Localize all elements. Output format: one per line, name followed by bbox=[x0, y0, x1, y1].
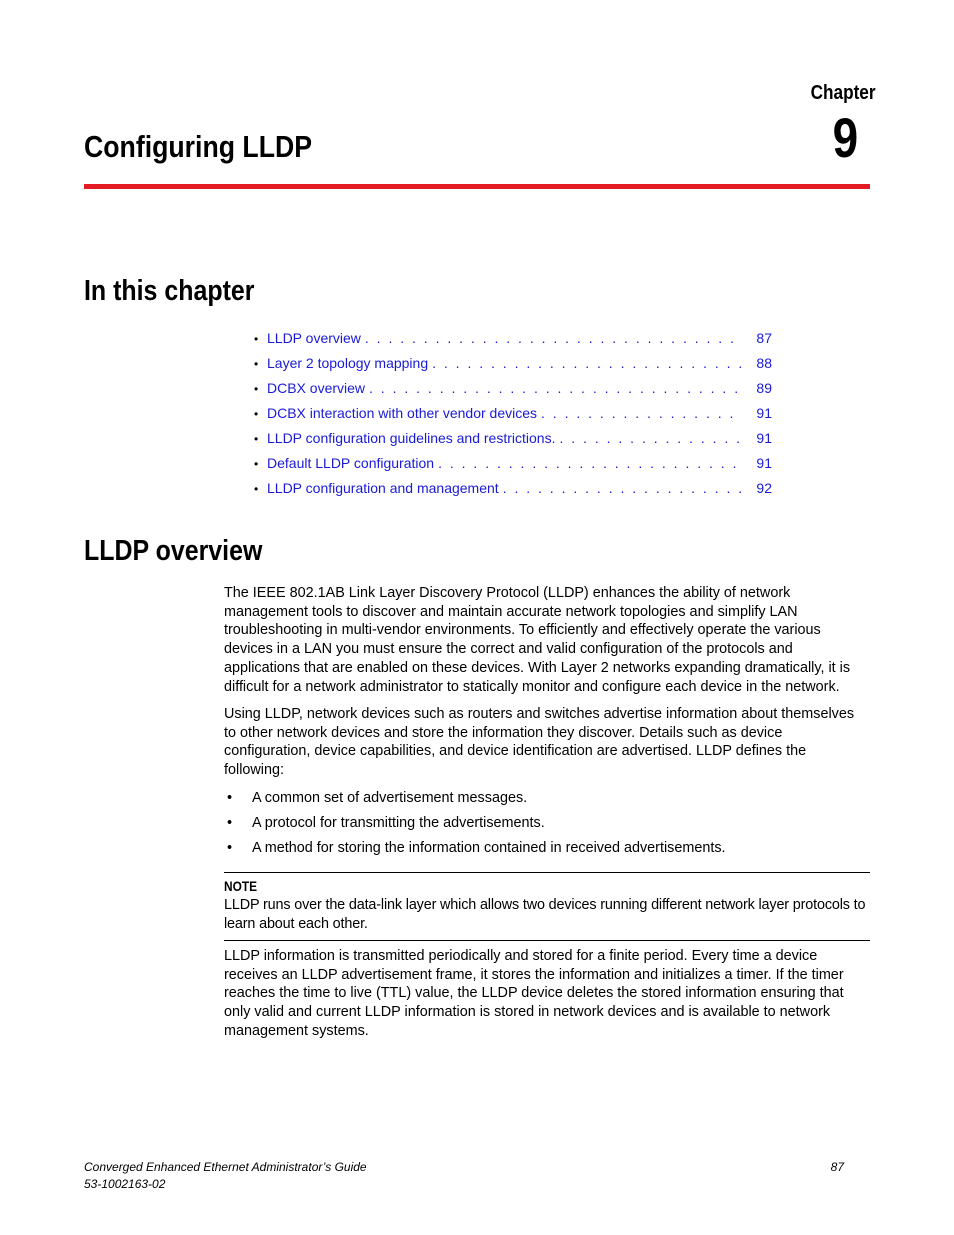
toc-leader bbox=[541, 405, 742, 421]
bullet-icon: • bbox=[254, 432, 259, 446]
bullet-icon: • bbox=[254, 332, 259, 346]
list-item bbox=[224, 813, 870, 838]
list-item-text: A method for storing the information contained in received advertisements. bbox=[252, 840, 726, 856]
toc-item-page[interactable]: 89 bbox=[756, 380, 772, 396]
bullet-icon: • bbox=[227, 840, 233, 856]
bullet-icon: • bbox=[254, 457, 259, 471]
chapter-title: Configuring LLDP bbox=[84, 129, 313, 164]
toc-item-label[interactable]: LLDP configuration and management bbox=[267, 480, 499, 496]
note-text: LLDP runs over the data-link layer which allows two devices running different network layer protocols to learn about each other. bbox=[224, 897, 866, 932]
list-item-text: A protocol for transmitting the advertisements. bbox=[252, 815, 545, 831]
note-box bbox=[224, 872, 870, 941]
bullet-icon: • bbox=[254, 482, 259, 496]
body-paragraph: Using LLDP, network devices such as routers and switches advertise information about themselves to other network devices and store the information they discover. Details such as device configuration, device capabilities, and device identification are advertised. LLDP defines the following: bbox=[224, 706, 855, 779]
bullet-icon: • bbox=[254, 357, 259, 371]
toc-item-label[interactable]: LLDP configuration guidelines and restrictions. bbox=[267, 430, 556, 446]
toc-leader bbox=[432, 355, 742, 371]
toc-item[interactable] bbox=[254, 355, 772, 380]
chapter-number: 9 bbox=[832, 106, 858, 169]
bullet-icon: • bbox=[254, 407, 259, 421]
toc-item[interactable] bbox=[254, 330, 772, 355]
toc-item-label[interactable]: DCBX overview bbox=[267, 380, 366, 396]
toc-item-label[interactable]: Default LLDP configuration bbox=[267, 455, 435, 471]
toc-item-page[interactable]: 91 bbox=[756, 455, 772, 471]
toc-item-page[interactable]: 88 bbox=[756, 355, 772, 371]
toc-leader bbox=[559, 430, 742, 446]
note-label: NOTE bbox=[224, 878, 258, 894]
toc-item-page[interactable]: 91 bbox=[756, 405, 772, 421]
toc-item-label[interactable]: DCBX interaction with other vendor devices bbox=[267, 405, 538, 421]
toc-item[interactable] bbox=[254, 430, 772, 455]
page-footer bbox=[84, 1159, 844, 1193]
body-paragraph: The IEEE 802.1AB Link Layer Discovery Protocol (LLDP) enhances the ability of network management tools to discover and maintain accurate network topologies and simplify LAN troubleshooting in multi-vendor environments. To efficiently and effectively operate the various devices in a LAN you must ensure the correct and valid configuration of the protocols and applications that are enabled on these devices. With Layer 2 networks expanding dramatically, it is difficult for a network administrator to statically monitor and configure each device in the network. bbox=[224, 585, 851, 695]
toc-leader bbox=[438, 455, 742, 471]
bullet-icon: • bbox=[254, 382, 259, 396]
bullet-icon: • bbox=[227, 790, 233, 806]
toc-item[interactable] bbox=[254, 455, 772, 480]
body-paragraph: LLDP information is transmitted periodically and stored for a finite period. Every time a device receives an LLDP advertisement frame, it stores the information and initializes a timer. If the timer reaches the time to live (TTL) value, the LLDP device deletes the stored information ensuring that only valid and current LLDP information is stored in network devices and is available to network management systems. bbox=[224, 948, 844, 1039]
toc-leader bbox=[503, 480, 742, 496]
toc-item[interactable] bbox=[254, 380, 772, 405]
toc-item-label[interactable]: Layer 2 topology mapping bbox=[267, 355, 429, 371]
list-item bbox=[224, 788, 870, 813]
toc-item[interactable] bbox=[254, 480, 772, 505]
chapter-label: Chapter bbox=[811, 82, 876, 104]
toc-item-page[interactable]: 87 bbox=[756, 330, 772, 346]
in-this-chapter-heading: In this chapter bbox=[84, 275, 255, 307]
toc-item-label[interactable]: LLDP overview bbox=[267, 330, 361, 346]
footer-doc-number: 53-1002163-02 bbox=[84, 1177, 166, 1191]
bullet-list bbox=[224, 788, 870, 863]
toc-item[interactable] bbox=[254, 405, 772, 430]
toc-item-page[interactable]: 92 bbox=[756, 480, 772, 496]
list-item-text: A common set of advertisement messages. bbox=[252, 790, 528, 806]
toc-item-page[interactable]: 91 bbox=[756, 430, 772, 446]
toc-leader bbox=[365, 330, 742, 346]
bullet-icon: • bbox=[227, 815, 233, 831]
title-rule bbox=[84, 184, 870, 189]
footer-doc-title: Converged Enhanced Ethernet Administrator’s Guide bbox=[84, 1160, 367, 1174]
chapter-toc bbox=[254, 330, 772, 505]
lldp-overview-heading: LLDP overview bbox=[84, 535, 263, 567]
toc-leader bbox=[369, 380, 742, 396]
footer-page-number: 87 bbox=[830, 1160, 844, 1174]
list-item bbox=[224, 838, 870, 863]
